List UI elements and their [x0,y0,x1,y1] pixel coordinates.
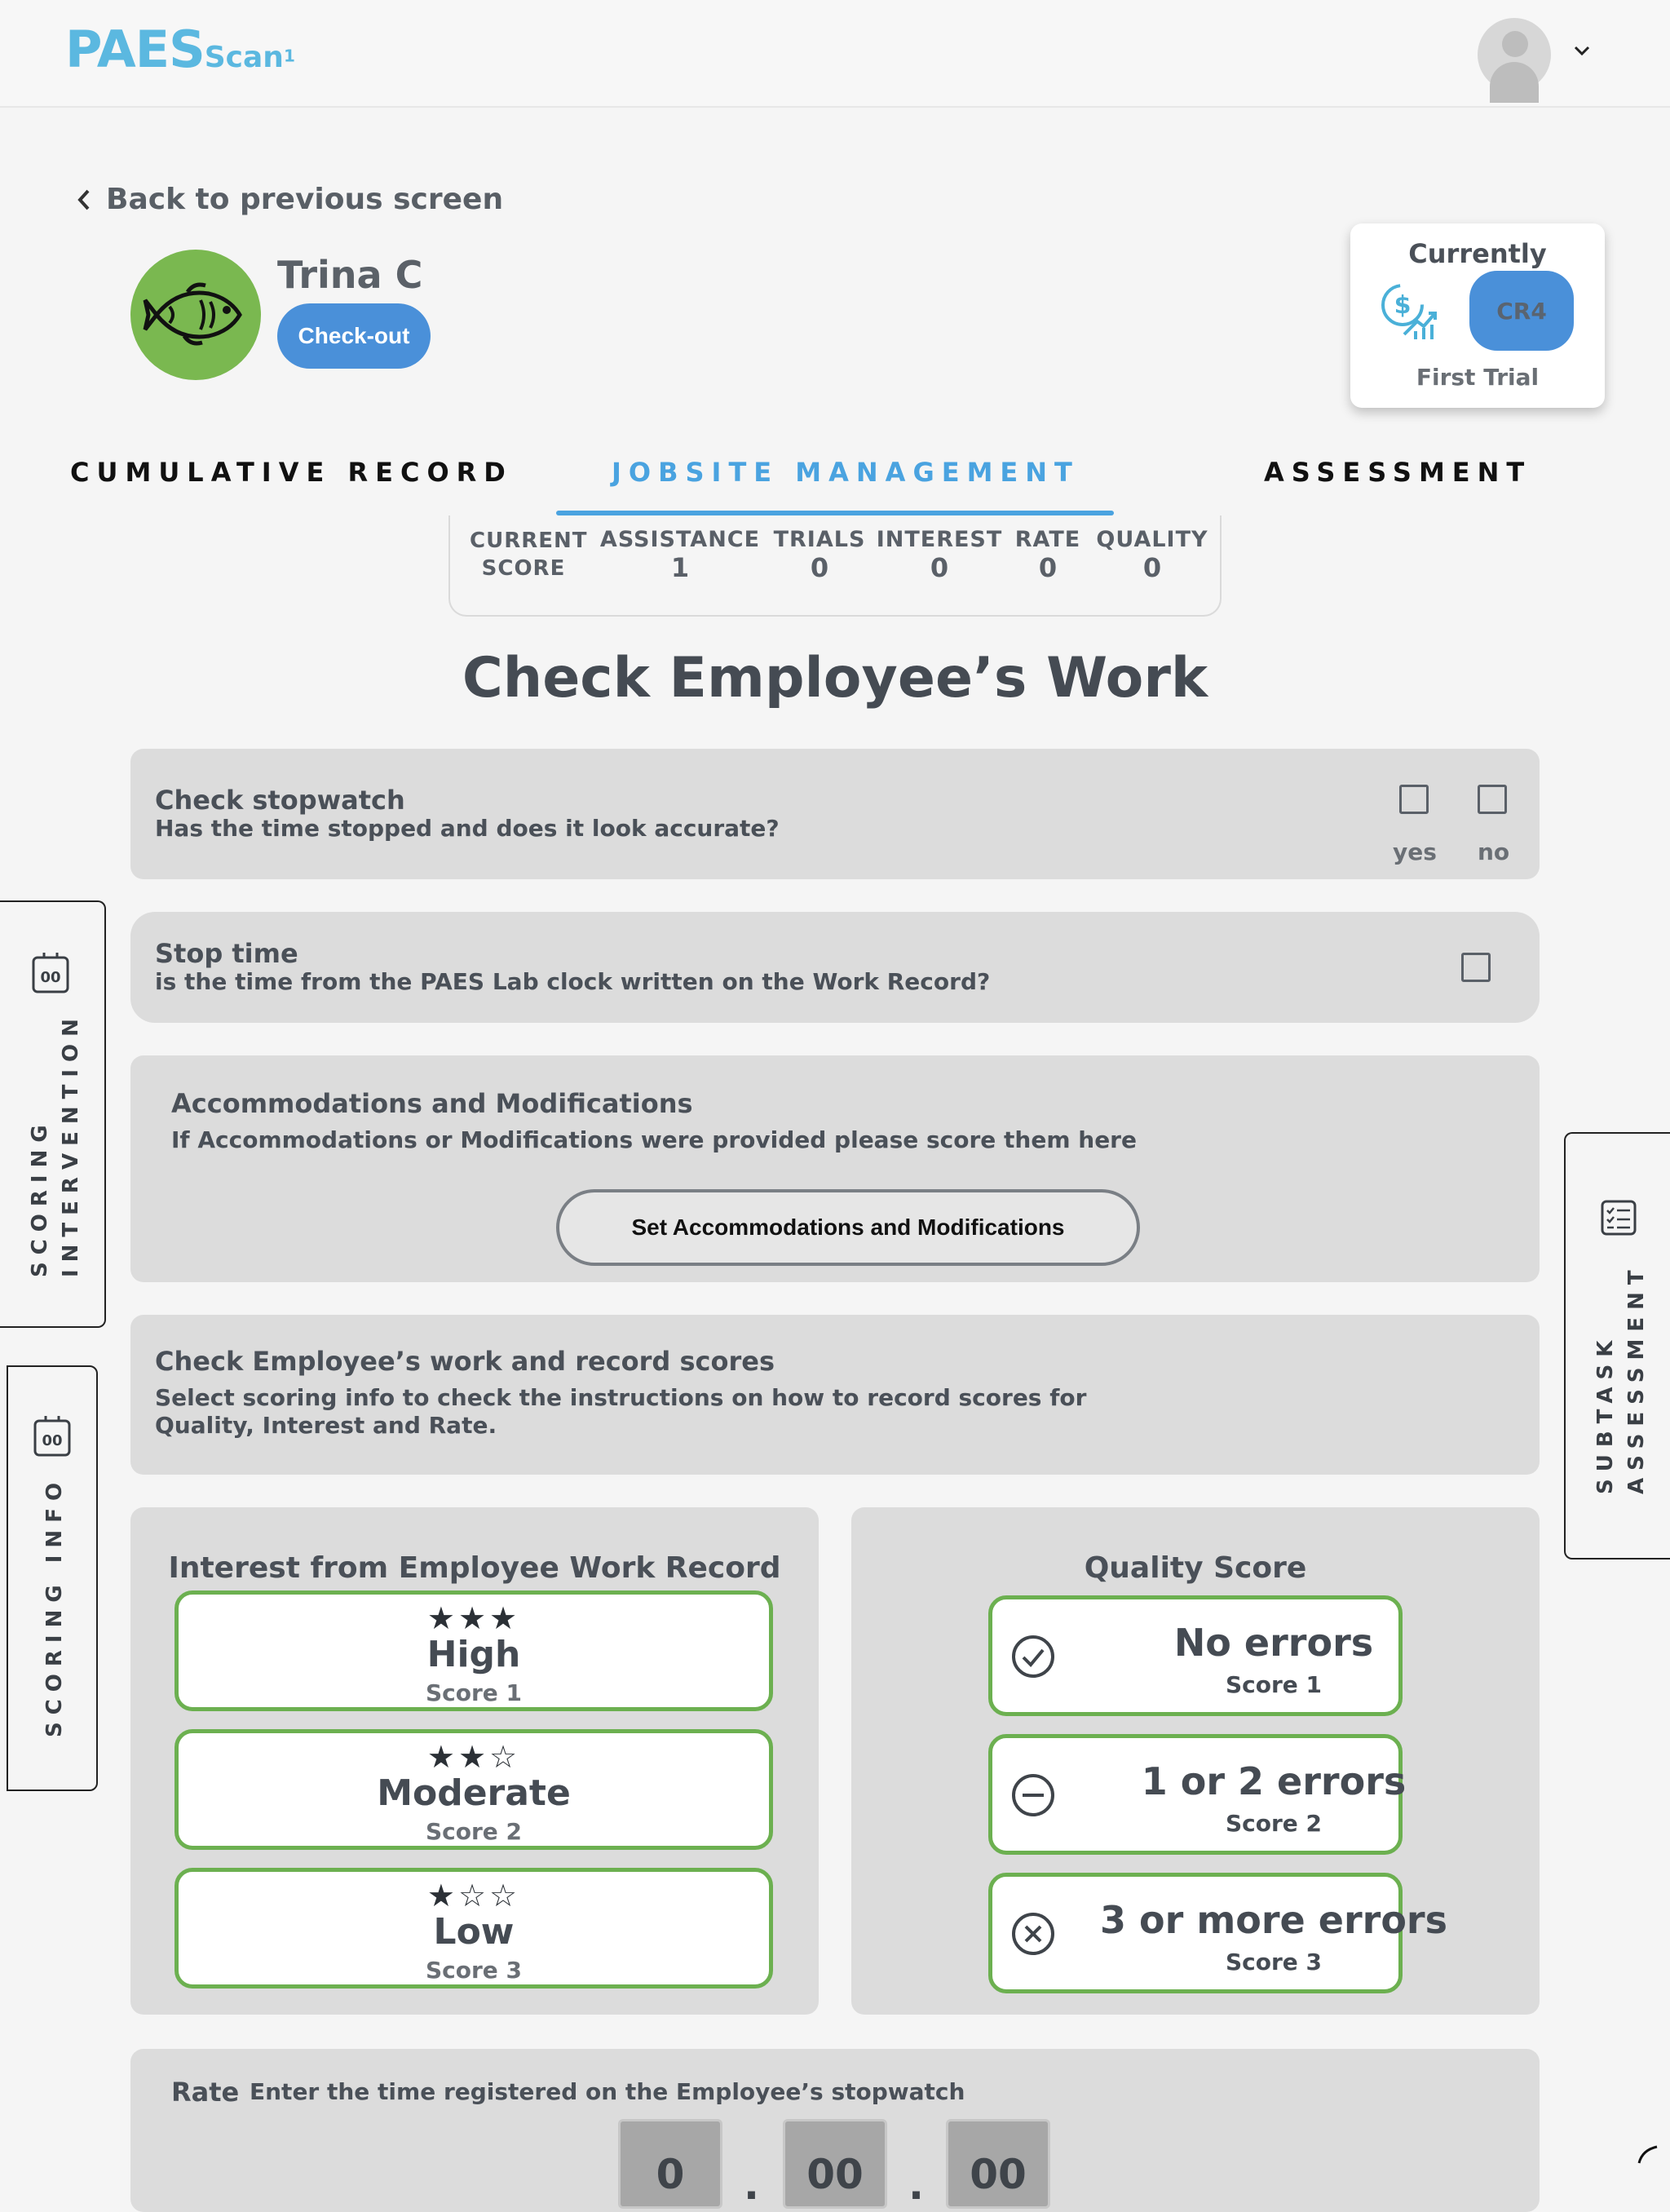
stop-time-subtitle: is the time from the PAES Lab clock written on the Work Record? [155,968,991,995]
current-status-card [1350,223,1605,408]
interest-panel [130,1507,819,2015]
stopwatch-no-checkbox[interactable] [1478,785,1507,814]
stopwatch-title: Check stopwatch [155,785,405,816]
timer-icon [33,1414,72,1457]
tab-cumulative-record[interactable]: CUMULATIVE RECORD [70,457,513,488]
scoring-intervention-tab[interactable] [0,900,106,1328]
back-link[interactable] [75,183,503,216]
timer-icon [31,951,70,993]
option-label: High [426,1634,521,1675]
loading-spinner-icon [1636,2142,1660,2166]
interest-title: Interest from Employee Work Record [168,1551,781,1585]
rate-separator: . [744,2161,759,2209]
option-label: Low [433,1911,515,1953]
tab-jobsite-management[interactable]: JOBSITE MANAGEMENT [612,457,1080,488]
subtask-assessment-tab[interactable] [1564,1132,1670,1559]
option-score: Score 1 [1225,1671,1323,1698]
checklist-icon [1600,1199,1637,1237]
quality-title: Quality Score [1084,1551,1307,1585]
rate-panel [130,2049,1540,2212]
interest-high-option[interactable] [175,1590,773,1711]
score-trials: TRIALS 0 [773,527,866,583]
quality-1-or-2-errors-option[interactable] [988,1734,1407,1855]
score-rate: RATE 0 [1014,527,1081,583]
option-label: 3 or more errors [1100,1898,1447,1942]
chevron-left-icon [75,188,93,212]
svg-text:00: 00 [42,1432,63,1449]
check-out-button[interactable]: Check-out [277,303,431,369]
option-score: Score 2 [1225,1810,1323,1837]
tab-assessment[interactable]: ASSESSMENT [1264,457,1532,488]
back-label: Back to previous screen [106,183,504,216]
option-score: Score 2 [425,1818,523,1845]
score-interest: INTEREST 0 [876,527,1003,583]
paes-scan-logo[interactable] [65,20,295,79]
no-label: no [1478,838,1510,865]
current-score-label: CURRENT SCORE [470,529,588,581]
check-circle-icon [1010,1634,1056,1679]
rate-hours-input[interactable]: 0 [618,2119,722,2209]
stop-time-title: Stop time [155,938,298,969]
option-score: Score 1 [425,1679,523,1706]
record-scores-subtitle-1: Select scoring info to check the instructions on how to record scores for [155,1384,1087,1411]
rate-instruction: Enter the time registered on the Employee’s stopwatch [250,2078,965,2105]
scoring-intervention-label: SCORING INTERVENTION [28,1011,83,1277]
record-scores-title: Check Employee’s work and record scores [155,1346,775,1377]
accommodations-subtitle: If Accommodations or Modifications were provided please score them here [171,1126,1137,1153]
current-status: First Trial [1416,364,1540,391]
set-accommodations-button[interactable]: Set Accommodations and Modifications [556,1189,1140,1266]
option-score: Score 3 [425,1957,523,1984]
stop-time-panel [130,912,1540,1023]
record-scores-subtitle-2: Quality, Interest and Rate. [155,1412,497,1439]
svg-text:00: 00 [40,969,61,986]
stopwatch-yes-checkbox[interactable] [1399,785,1429,814]
option-label: 1 or 2 errors [1141,1759,1407,1803]
logo-sub: Scan [204,41,284,74]
scoring-info-tab[interactable] [7,1365,98,1791]
subtask-assessment-label: SUBTASK ASSESSMENT [1593,1263,1649,1494]
star-icon: ★★☆ [426,1739,521,1775]
accommodations-title: Accommodations and Modifications [171,1088,693,1119]
page-title: Check Employee’s Work [462,646,1208,710]
accommodations-panel [130,1055,1540,1282]
score-assistance: ASSISTANCE 1 [599,527,761,583]
record-scores-panel [130,1315,1540,1475]
stopwatch-subtitle: Has the time stopped and does it look accurate? [155,815,780,842]
rate-seconds-input[interactable]: 00 [946,2119,1050,2209]
current-title: Currently [1408,238,1547,269]
check-stopwatch-panel [130,749,1540,879]
user-avatar[interactable] [1478,18,1551,91]
option-score: Score 3 [1225,1949,1323,1975]
fish-icon [145,282,246,347]
logo-main: PAES [65,20,205,79]
scoring-info-label: SCORING INFO [42,1475,67,1737]
svg-text:$: $ [1394,291,1412,320]
chevron-down-icon[interactable] [1572,41,1592,60]
rate-label: Rate [171,2077,240,2108]
interest-low-option[interactable] [175,1868,773,1989]
star-icon: ★☆☆ [426,1878,521,1913]
rate-separator: . [908,2161,924,2209]
interest-moderate-option[interactable] [175,1729,773,1850]
option-label: Moderate [377,1772,571,1814]
yes-label: yes [1393,838,1437,865]
rate-minutes-input[interactable]: 00 [783,2119,887,2209]
employee-avatar [130,250,261,380]
employee-name: Trina C [277,253,423,297]
score-quality: QUALITY 0 [1096,527,1208,583]
logo-mark: 1 [283,46,295,66]
quality-panel [851,1507,1540,2015]
star-icon: ★★★ [426,1600,521,1636]
money-growth-icon [1378,281,1438,341]
top-bar [0,0,1670,108]
current-score-box [448,515,1222,617]
stop-time-checkbox[interactable] [1461,953,1491,982]
minus-circle-icon [1010,1772,1056,1818]
option-label: No errors [1173,1621,1374,1665]
current-code-badge: CR4 [1469,271,1574,351]
quality-no-errors-option[interactable] [988,1595,1403,1716]
quality-3-or-more-errors-option[interactable] [988,1873,1447,1993]
x-circle-icon [1010,1911,1056,1957]
